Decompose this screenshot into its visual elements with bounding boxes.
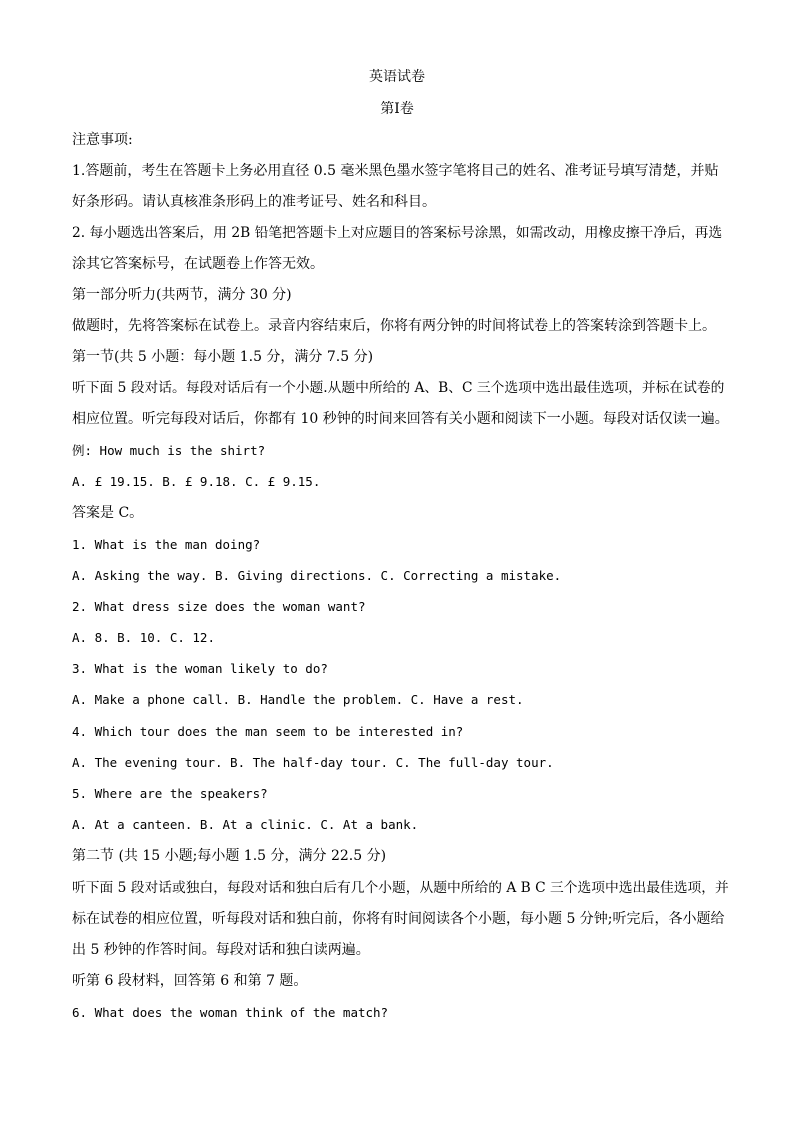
part1-instruction: 做题时，先将答案标在试卷上。录音内容结束后，你将有两分钟的时间将试卷上的答案转涂到答题卡上。 [72,318,716,334]
part1-heading: 第一部分听力(共两节，满分 30 分) [72,287,292,303]
question-5-options: A. At a canteen. B. At a clinic. C. At a bank. [72,817,419,832]
section1-instruction-line1: 听下面 5 段对话。每段对话后有一个小题.从题中所给的 A、B、C 三个选项中选出最佳选项，并标在试卷的 [72,380,725,396]
question-1: 1. What is the man doing? [72,537,261,552]
material-6-instruction: 听第 6 段材料，回答第 6 和第 7 题。 [72,973,308,989]
notes-item2-line2: 涂其它答案标号，在试题卷上作答无效。 [72,256,324,272]
notes-item2-line1: 2. 每小题选出答案后，用 2B 铅笔把答题卡上对应题目的答案标号涂黑，如需改动，用橡皮擦干净后，再选 [72,225,723,241]
page-subtitle: 第Ⅰ卷 [380,101,414,117]
question-4: 4. Which tour does the man seem to be interested in? [72,724,464,739]
section2-instruction-line3: 出 5 秒钟的作答时间。每段对话和独白读两遍。 [72,942,370,958]
question-2: 2. What dress size does the woman want? [72,599,366,614]
example-question: 例: How much is the shirt? [72,443,266,458]
question-5: 5. Where are the speakers? [72,786,268,801]
notes-heading: 注意事项: [72,132,133,148]
notes-item1-line2: 好条形码。请认真核准条形码上的准考证号、姓名和科目。 [72,194,436,210]
question-4-options: A. The evening tour. B. The half-day tour. C. The full-day tour. [72,755,554,770]
example-options: A. £ 19.15. B. £ 9.18. C. £ 9.15. [72,474,321,489]
page-title: 英语试卷 [369,69,425,85]
question-2-options: A. 8. B. 10. C. 12. [72,630,215,645]
section2-instruction-line2: 标在试卷的相应位置，听每段对话和独白前，你将有时间阅读各个小题，每小题 5 分钟;听完后，各小题给 [72,911,725,927]
question-3-options: A. Make a phone call. B. Handle the problem. C. Have a rest. [72,692,524,707]
section1-heading: 第一节(共 5 小题：每小题 1.5 分，满分 7.5 分) [72,349,374,365]
question-3: 3. What is the woman likely to do? [72,661,328,676]
question-6: 6. What does the woman think of the match? [72,1005,389,1020]
question-1-options: A. Asking the way. B. Giving directions. C. Correcting a mistake. [72,568,562,583]
example-answer: 答案是 C。 [72,505,144,521]
notes-item1-line1: 1.答题前，考生在答题卡上务必用直径 0.5 毫米黑色墨水签字笔将目己的姓名、准考证号填写清楚，并贴 [72,163,719,179]
section2-instruction-line1: 听下面 5 段对话或独白，每段对话和独白后有几个小题，从题中所给的 A B C 三个选项中选出最佳选项，并 [72,880,729,896]
section2-heading: 第二节 (共 15 小题;每小题 1.5 分，满分 22.5 分) [72,848,387,864]
section1-instruction-line2: 相应位置。听完每段对话后，你都有 10 秒钟的时间来回答有关小题和阅读下一小题。每段对话仅读一遍。 [72,411,729,427]
